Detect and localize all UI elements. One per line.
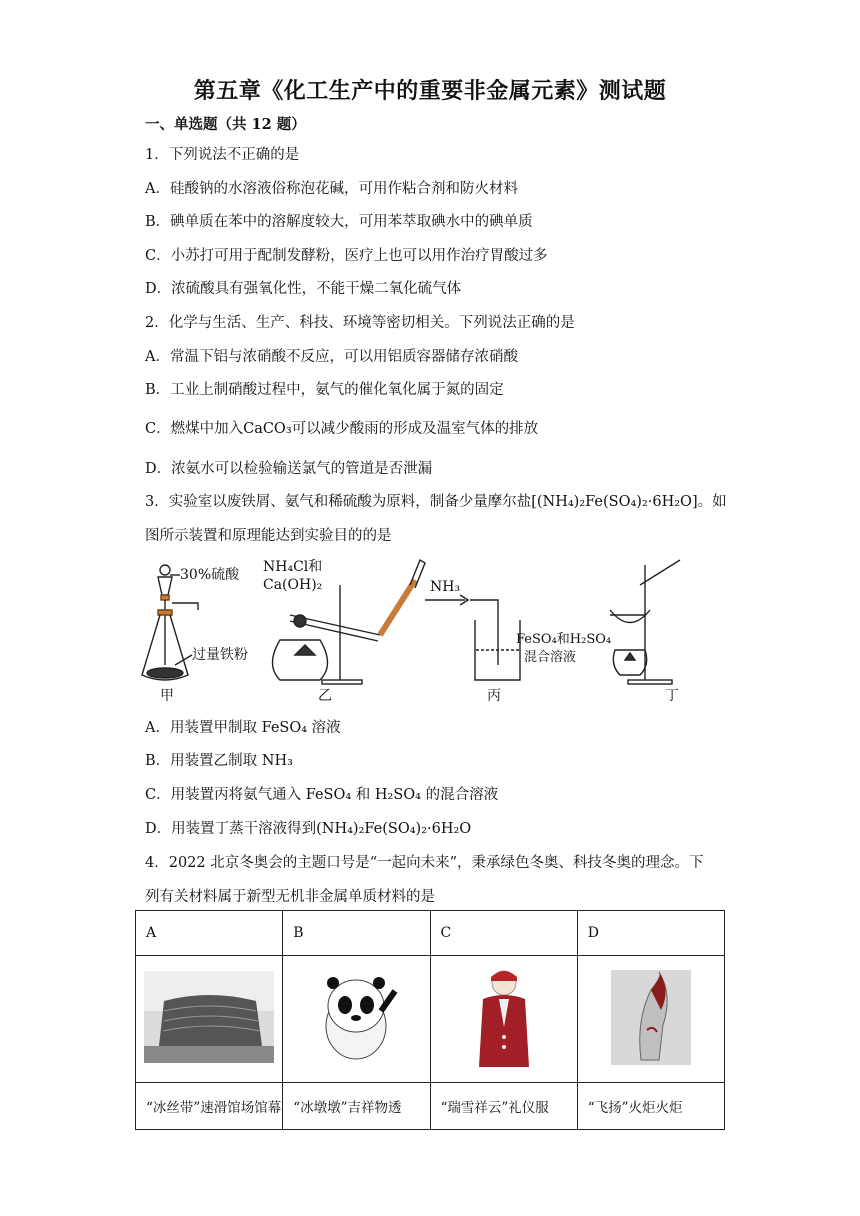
option-caption-a: “冰丝带”速滑馆场馆幕 bbox=[136, 1083, 283, 1130]
option-image-c bbox=[430, 956, 577, 1083]
option-caption-d: “飞扬”火炬火炬 bbox=[577, 1083, 724, 1130]
q3-option-a: A．用装置甲制取 FeSO₄ 溶液 bbox=[145, 720, 341, 736]
label-bing: 丙 bbox=[487, 688, 501, 704]
label-reagent1: NH₄Cl和 bbox=[263, 559, 323, 575]
option-caption-b: “冰墩墩”吉祥物透 bbox=[283, 1083, 430, 1130]
q1-option-a: A．硅酸钠的水溶液俗称泡花碱，可用作粘合剂和防火材料 bbox=[145, 181, 518, 197]
q3-stem-line1: 3．实验室以废铁屑、氨气和稀硫酸为原料，制备少量摩尔盐[(NH₄)₂Fe(SO₄)₂·6H₂O]。如 bbox=[145, 494, 727, 510]
label-acid: 30%硫酸 bbox=[180, 567, 240, 583]
label-yi: 乙 bbox=[318, 688, 332, 704]
q4-options-table bbox=[135, 910, 725, 1130]
option-image-d bbox=[577, 956, 724, 1083]
mascot-image bbox=[311, 971, 401, 1063]
apparatus-yi bbox=[263, 559, 425, 704]
label-nh3: NH₃ bbox=[430, 579, 461, 595]
option-image-b bbox=[283, 956, 430, 1083]
q2-option-c: C．燃煤中加入CaCO₃可以减少酸雨的形成及温室气体的排放 bbox=[145, 421, 539, 437]
label-mix2: 混合溶液 bbox=[524, 650, 577, 665]
q3-stem-line2: 图所示装置和原理能达到实验目的的是 bbox=[145, 528, 392, 544]
label-iron: 过量铁粉 bbox=[192, 647, 248, 663]
apparatus-diagram bbox=[140, 555, 700, 705]
q4-stem-line2: 列有关材料属于新型无机非金属单质材料的是 bbox=[145, 889, 435, 905]
q2-option-a: A．常温下铝与浓硝酸不反应，可以用铝质容器储存浓硝酸 bbox=[145, 349, 518, 365]
label-reagent2: Ca(OH)₂ bbox=[263, 577, 323, 593]
option-header-d: D bbox=[577, 911, 724, 956]
q1-stem: 1．下列说法不正确的是 bbox=[145, 147, 300, 163]
q2-option-d: D．浓氨水可以检验输送氯气的管道是否泄漏 bbox=[145, 461, 433, 477]
section-heading: 一、单选题（共 12 题） bbox=[145, 116, 306, 133]
q2-stem: 2．化学与生活、生产、科技、环境等密切相关。下列说法正确的是 bbox=[145, 315, 575, 331]
apparatus-bing bbox=[425, 579, 611, 704]
option-header-b: B bbox=[283, 911, 430, 956]
q3-option-c: C．用装置丙将氨气通入 FeSO₄ 和 H₂SO₄ 的混合溶液 bbox=[145, 787, 499, 803]
q3-option-b: B．用装置乙制取 NH₃ bbox=[145, 753, 293, 769]
speed-skating-oval-image bbox=[144, 971, 274, 1063]
page-title: 第五章《化工生产中的重要非金属元素》测试题 bbox=[193, 78, 667, 104]
q2-option-b: B．工业上制硝酸过程中，氨气的催化氧化属于氮的固定 bbox=[145, 382, 504, 398]
q3-option-d: D．用装置丁蒸干溶液得到(NH₄)₂Fe(SO₄)₂·6H₂O bbox=[145, 821, 472, 837]
q1-option-d: D．浓硫酸具有强氧化性，不能干燥二氧化硫气体 bbox=[145, 281, 462, 297]
label-jia: 甲 bbox=[160, 688, 174, 704]
ceremony-uniform-image bbox=[469, 967, 539, 1067]
torch-image bbox=[611, 970, 691, 1065]
option-header-c: C bbox=[430, 911, 577, 956]
q1-option-c: C．小苏打可用于配制发酵粉，医疗上也可以用作治疗胃酸过多 bbox=[145, 248, 548, 264]
label-mix1: FeSO₄和H₂SO₄ bbox=[516, 632, 612, 647]
option-header-a: A bbox=[136, 911, 283, 956]
option-image-a bbox=[136, 956, 283, 1083]
q4-stem-line1: 4．2022 北京冬奥会的主题口号是“一起向未来”，秉承绿色冬奥、科技冬奥的理念。下 bbox=[145, 855, 704, 871]
apparatus-jia bbox=[142, 565, 248, 704]
option-caption-c: “瑞雪祥云”礼仪服 bbox=[430, 1083, 577, 1130]
label-ding: 丁 bbox=[665, 688, 679, 704]
q1-option-b: B．碘单质在苯中的溶解度较大，可用苯萃取碘水中的碘单质 bbox=[145, 214, 533, 230]
apparatus-ding bbox=[610, 560, 680, 704]
